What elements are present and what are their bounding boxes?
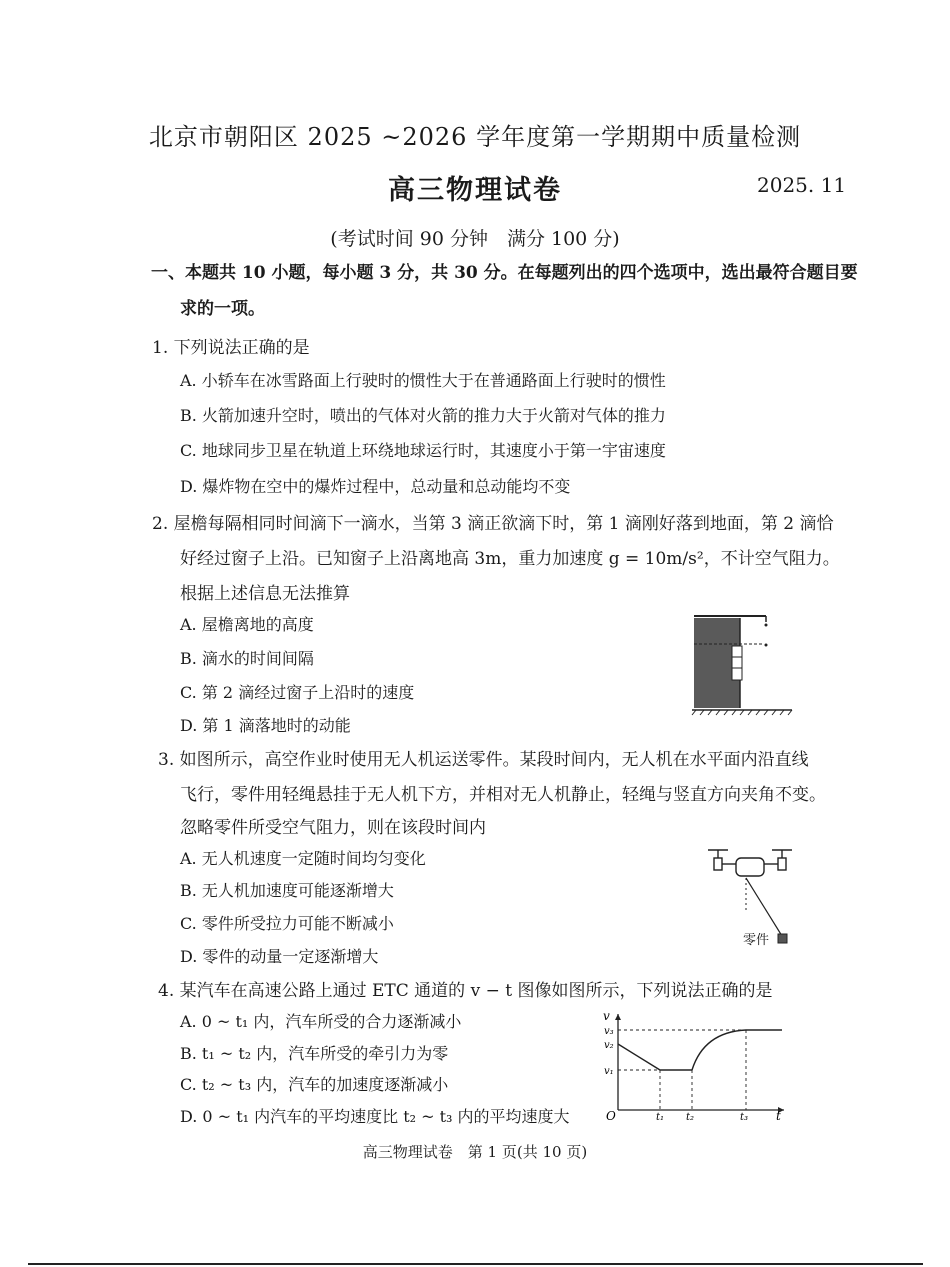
q4-option-b: B. t₁ ~ t₂ 内，汽车所受的牵引力为零	[180, 1044, 449, 1063]
q2-option-d: D. 第 1 滴落地时的动能	[180, 716, 351, 735]
q3-option-b: B. 无人机加速度可能逐渐增大	[180, 881, 394, 900]
rope	[746, 878, 782, 936]
v2-label: v₂	[604, 1040, 614, 1051]
q1-option-a: A. 小轿车在冰雪路面上行驶时的惯性大于在普通路面上行驶时的惯性	[180, 371, 666, 390]
exam-title: 北京市朝阳区 2025 ~2026 学年度第一学期期中质量检测	[148, 123, 802, 151]
q2-stem-line1: 2. 屋檐每隔相同时间滴下一滴水，当第 3 滴正欲滴下时，第 1 滴刚好落到地面，第 2 滴恰	[152, 514, 834, 534]
vt-curve	[618, 1030, 782, 1070]
bottom-rule	[28, 1263, 923, 1265]
q3-stem-line2: 飞行，零件用轻绳悬挂于无人机下方，并相对无人机静止，轻绳与竖直方向夹角不变。	[180, 785, 826, 805]
q1-stem: 1. 下列说法正确的是	[152, 338, 310, 358]
q2-option-a: A. 屋檐离地的高度	[180, 615, 314, 634]
q2-option-c: C. 第 2 滴经过窗子上沿时的速度	[180, 683, 415, 702]
exam-time-info: (考试时间 90 分钟 满分 100 分)	[330, 228, 620, 250]
q3-option-d: D. 零件的动量一定逐渐增大	[180, 947, 379, 966]
drone-icon	[708, 850, 792, 876]
part-block	[778, 934, 787, 943]
section-heading-line1: 一、本题共 10 小题，每小题 3 分，共 30 分。在每题列出的四个选项中，选出最符合题目要	[151, 263, 858, 283]
q3-option-c: C. 零件所受拉力可能不断减小	[180, 914, 394, 933]
t-axis-label: t	[776, 1109, 781, 1122]
section-heading-line2: 求的一项。	[180, 299, 265, 319]
q4-option-d: D. 0 ~ t₁ 内汽车的平均速度比 t₂ ~ t₃ 内的平均速度大	[180, 1107, 570, 1126]
origin-label: O	[606, 1109, 616, 1122]
v-axis-label: v	[603, 1010, 610, 1023]
q1-option-c: C. 地球同步卫星在轨道上环绕地球运行时，其速度小于第一宇宙速度	[180, 441, 666, 460]
exam-subtitle: 高三物理试卷	[388, 175, 562, 206]
v3-label: v₃	[604, 1026, 614, 1037]
water-drop-3	[765, 624, 768, 627]
q2-stem-line2: 好经过窗子上沿。已知窗子上沿离地高 3m，重力加速度 g = 10m/s²，不计空气阻力。	[180, 549, 840, 569]
q1-option-b: B. 火箭加速升空时，喷出的气体对火箭的推力大于火箭对气体的推力	[180, 406, 666, 425]
q3-drone-figure	[700, 842, 800, 952]
q2-stem-line3: 根据上述信息无法推算	[180, 584, 350, 604]
q4-stem: 4. 某汽车在高速公路上通过 ETC 通道的 v − t 图像如图所示，下列说法正确的是	[158, 981, 773, 1001]
q2-option-b: B. 滴水的时间间隔	[180, 649, 314, 668]
q1-option-d: D. 爆炸物在空中的爆炸过程中，总动量和总动能均不变	[180, 477, 571, 496]
exam-date: 2025. 11	[757, 173, 847, 197]
t1-label: t₁	[656, 1112, 665, 1122]
t3-label: t₃	[740, 1112, 749, 1122]
q2-building-figure	[688, 612, 798, 717]
q4-vt-graph	[600, 1010, 790, 1122]
q3-stem-line3: 忽略零件所受空气阻力，则在该段时间内	[180, 818, 486, 838]
v1-label: v₁	[604, 1066, 614, 1077]
q3-stem-line1: 3. 如图所示，高空作业时使用无人机运送零件。某段时间内，无人机在水平面内沿直线	[158, 750, 809, 770]
water-drop-2	[765, 644, 768, 647]
v-axis-arrow-icon	[615, 1014, 621, 1020]
q4-option-a: A. 0 ~ t₁ 内，汽车所受的合力逐渐减小	[180, 1012, 462, 1031]
page-footer: 高三物理试卷 第 1 页(共 10 页)	[362, 1143, 588, 1161]
t2-label: t₂	[686, 1112, 695, 1122]
q3-option-a: A. 无人机速度一定随时间均匀变化	[180, 849, 426, 868]
q4-option-c: C. t₂ ~ t₃ 内，汽车的加速度逐渐减小	[180, 1075, 449, 1094]
window	[732, 646, 742, 680]
part-label: 零件	[743, 933, 770, 948]
